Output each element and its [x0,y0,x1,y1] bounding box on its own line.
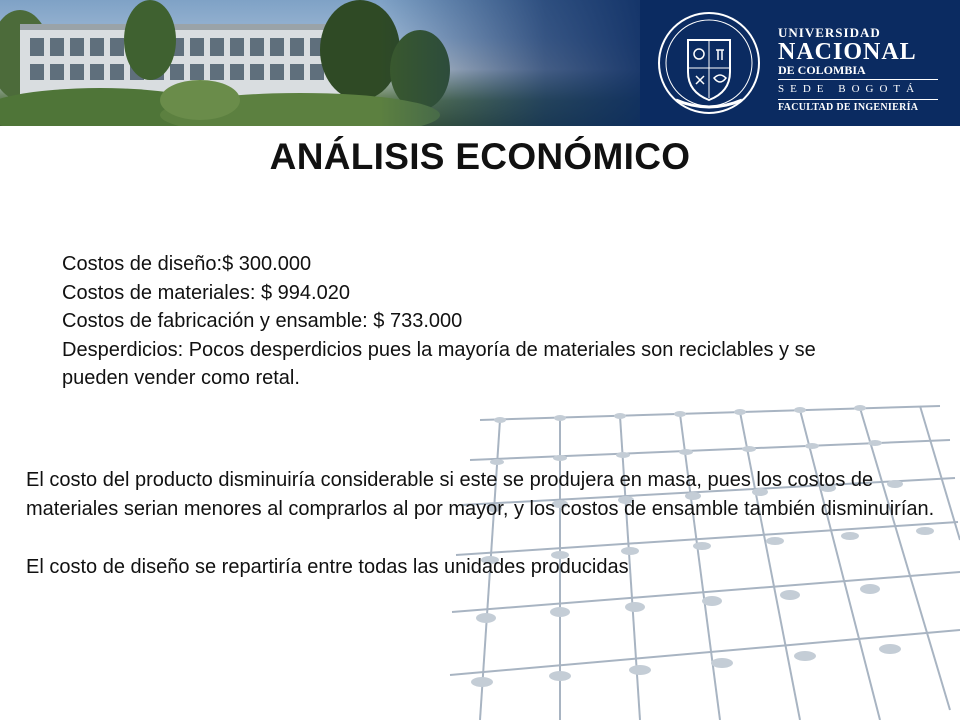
faculty-name: FACULTAD DE INGENIERÍA [778,102,919,113]
cost-item-materials: Costos de materiales: $ 994.020 [62,281,350,304]
university-line2: NACIONAL [778,39,917,65]
wordmark-divider [778,79,938,80]
campus-name: SEDE BOGOTÁ [778,83,921,95]
university-line3: DE COLOMBIA [778,63,866,77]
cost-item-fabrication: Costos de fabricación y ensamble: $ 733.000 [62,310,463,332]
body-text [26,466,936,582]
university-wordmark [778,26,948,114]
cost-list [62,250,862,393]
paragraph-design-cost: El costo de diseño se repartiría entre todas las unidades producidas [26,556,629,578]
banner-gradient [380,0,680,126]
university-crest-icon [656,10,762,116]
cost-item-waste: Desperdicios: Pocos desperdicios pues la mayoría de materiales son reciclables y se pueden vender como retal. [62,338,816,389]
wordmark-divider-2 [778,99,938,100]
slide-title: ANÁLISIS ECONÓMICO [269,136,691,177]
cost-item-design: Costos de diseño:$ 300.000 [62,253,312,275]
paragraph-mass-production: El costo del producto disminuiría considerable si este se produjera en masa, pues los costos de materiales serian menores al comprarlos al por mayor, y los costos de ensamble también disminuirían. [26,469,935,520]
university-line1: UNIVERSIDAD [778,25,881,40]
header-banner [0,0,960,126]
